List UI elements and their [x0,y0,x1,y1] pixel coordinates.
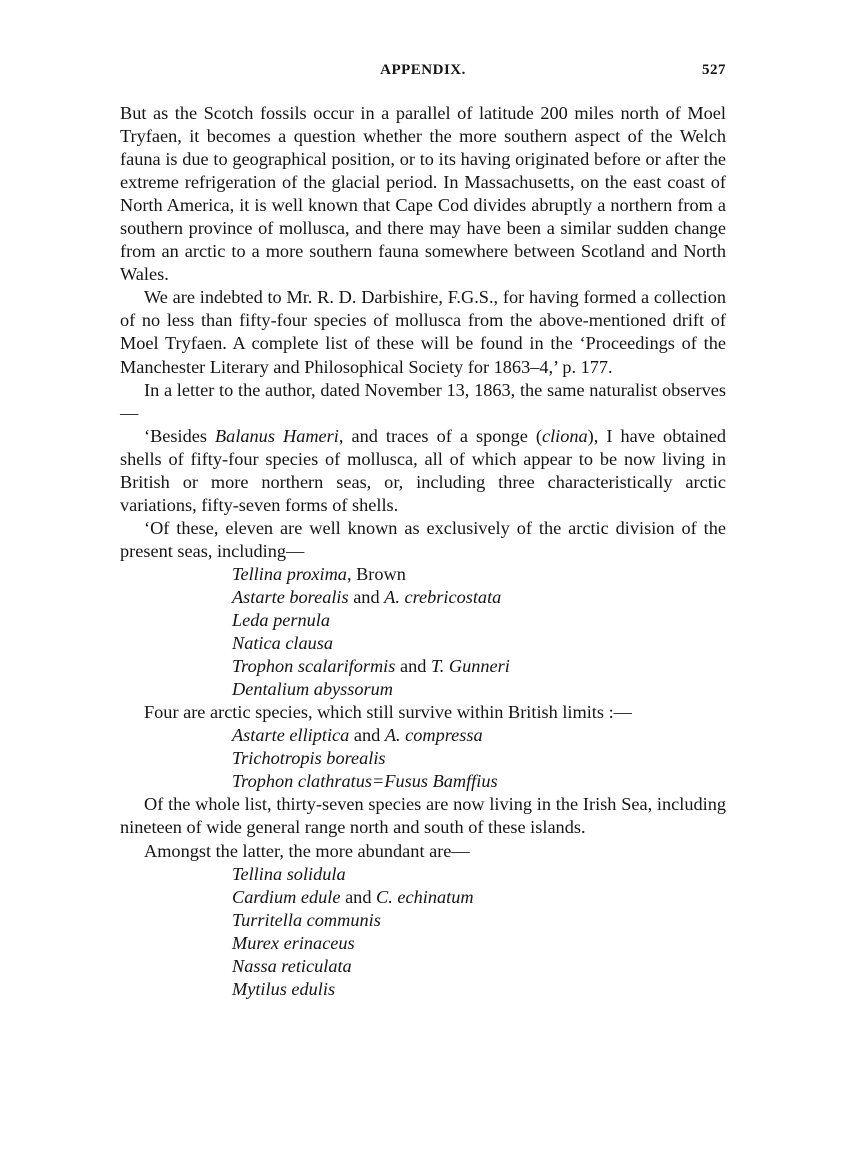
species-name: Cardium edule [232,886,341,907]
paragraph-letter-intro: In a letter to the author, dated November 13, 1863, the same naturalist observes— [120,379,726,423]
species-conjunction: and [395,656,431,677]
species-name: Dentalium abyssorum [232,679,393,700]
quote-text-middle: , and traces of a sponge ( [338,425,542,446]
species-name: A. crebricostata [384,586,502,607]
species-conjunction: and [348,586,385,607]
species-name: Natica clausa [232,633,334,654]
species-item [120,863,726,886]
paragraph-scotch-fossils: But as the Scotch fossils occur in a parallel of latitude 200 miles north of Moel Tryfaen, it becomes a question whether the more southern aspect of the Welch fauna is due to geographical position, or to its having originated before or after the extreme refrigeration of the glacial period. In Massachusetts, on the east coast of North America, it is well known that Cape Cod divides abruptly a northern from a southern province of mollusca, and there may have been a similar sudden change from an arctic to a more southern fauna somewhere between Scotland and North Wales. [120,103,726,285]
species-item [120,724,726,747]
species-item [120,770,726,793]
species-item [120,932,726,955]
paragraph-arctic-surviving: Four are arctic species, which still survive within British limits :— [144,702,632,723]
page-header [120,62,726,84]
species-item [120,609,726,632]
quote-text-start: ‘Besides [144,425,216,446]
species-item [120,886,726,909]
species-item [120,955,726,978]
species-name: Trophon scalariformis [232,656,396,677]
species-name: Leda pernula [232,610,331,631]
species-item [120,909,726,932]
species-list-arctic-exclusive [120,563,726,701]
paragraph-more-abundant: Amongst the latter, the more abundant are— [144,840,470,861]
species-name: Tellina proxima [232,563,347,584]
paragraph-irish-sea: Of the whole list, thirty-seven species are now living in the Irish Sea, including nineteen of wide general range north and south of these islands. [120,794,726,838]
running-head: APPENDIX. [380,62,466,78]
species-name: Trichotropis borealis [232,748,386,769]
species-list-arctic-surviving [120,724,726,793]
species-name: Murex erinaceus [232,932,355,953]
species-name-cliona: cliona [541,425,588,446]
species-item [120,678,726,701]
species-name: Nassa reticulata [232,955,352,976]
species-item [120,655,726,678]
species-conjunction: and [349,725,385,746]
species-item [120,747,726,770]
page-number: 527 [702,62,726,78]
species-authority: , Brown [346,563,406,584]
species-conjunction: and [340,886,377,907]
species-name: Turritella communis [232,909,381,930]
paragraph-arctic-eleven: ‘Of these, eleven are well known as exclusively of the arctic division of the present seas, including— [120,517,726,561]
species-name: A. compressa [384,725,483,746]
paragraph-darbishire-collection: We are indebted to Mr. R. D. Darbishire, F.G.S., for having formed a collection of no less than fifty-four species of mollusca from the above-mentioned drift of Moel Tryfaen. A complete list of these will be found in the ‘Proceedings of the Manchester Literary and Philosophical Society for 1863–4,’ p. 177. [120,287,726,377]
species-item [120,632,726,655]
species-name: Trophon clathratus=Fusus Bamffius [232,771,498,792]
page-body [120,102,726,1001]
species-list-abundant [120,863,726,1001]
species-item [120,978,726,1001]
species-name: Astarte borealis [232,586,349,607]
species-name-balanus: Balanus Hameri [215,425,339,446]
paragraph-quote-shells [120,425,726,517]
species-name: C. echinatum [376,886,474,907]
species-item [120,586,726,609]
species-name: Tellina solidula [232,863,346,884]
species-name: Mytilus edulis [232,978,336,999]
species-item [120,563,726,586]
species-name: Astarte elliptica [232,725,350,746]
quote-text-end: ), I have obtained shells of fifty-four species of mollusca, all of which appear to be now living in British or more northern seas, or, including three characteristically arctic variations, fifty-seven forms of shells. [120,425,727,515]
species-name: T. Gunneri [430,656,510,677]
